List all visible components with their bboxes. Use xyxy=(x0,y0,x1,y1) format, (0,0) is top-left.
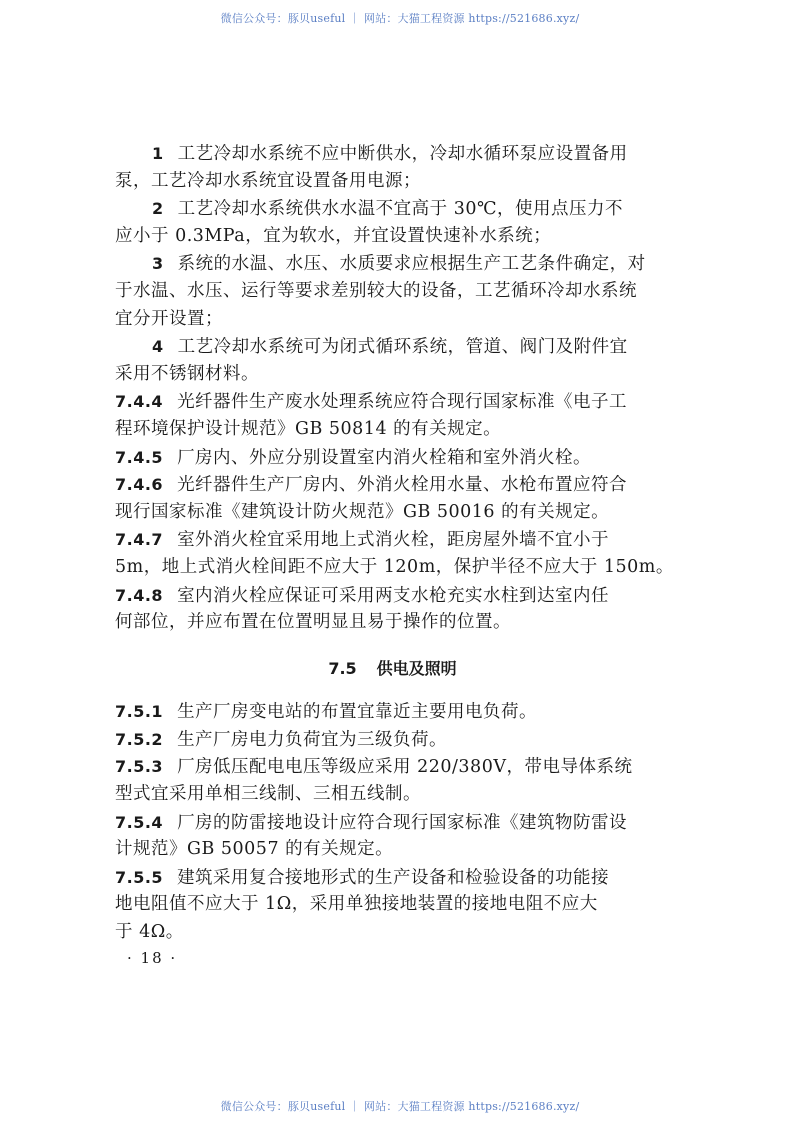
clause-text: 厂房的防雷接地设计应符合现行国家标准《建筑物防雷设 xyxy=(177,812,628,833)
clause-line xyxy=(115,726,670,754)
item-text: 系统的水温、水压、水质要求应根据生产工艺条件确定，对 xyxy=(177,254,646,275)
clause-line: 于 4Ω。 xyxy=(115,922,184,943)
clause-7-5-4 xyxy=(115,809,670,864)
item-line: 于水温、水压、运行等要求差别较大的设备，工艺循环冷却水系统 xyxy=(115,280,637,301)
clause-7-5-2 xyxy=(115,726,670,754)
item-number: 1 xyxy=(152,144,164,163)
clause-number: 7.4.7 xyxy=(115,530,164,550)
clause-7-4-6 xyxy=(115,471,670,526)
clause-7-4-5 xyxy=(115,444,670,472)
clause-text: 厂房低压配电电压等级应采用 220/380V，带电导体系统 xyxy=(177,757,633,778)
item-4 xyxy=(115,333,670,388)
item-1 xyxy=(115,140,670,195)
clause-number: 7.5.5 xyxy=(115,867,164,887)
clause-text: 建筑采用复合接地形式的生产设备和检验设备的功能接 xyxy=(177,867,610,888)
clause-text: 生产厂房电力负荷宜为三级负荷。 xyxy=(177,729,448,750)
item-text: 工艺冷却水系统不应中断供水，冷却水循环泵应设置备用 xyxy=(177,144,628,164)
clause-line: 现行国家标准《建筑设计防火规范》GB 50016 的有关规定。 xyxy=(115,501,610,522)
clause-text: 室内消火栓应保证可采用两支水枪充实水柱到达室内任 xyxy=(177,585,610,606)
clause-line xyxy=(115,809,670,837)
item-line xyxy=(115,333,670,361)
clause-number: 7.5.4 xyxy=(115,812,164,832)
clause-text: 生产厂房变电站的布置宜靠近主要用电负荷。 xyxy=(177,702,538,723)
item-line xyxy=(115,195,670,223)
clause-7-4-8 xyxy=(115,582,670,637)
clause-line xyxy=(115,444,670,472)
clause-line: 型式宜采用单相三线制、三相五线制。 xyxy=(115,784,421,805)
item-number: 3 xyxy=(152,254,164,274)
item-line xyxy=(115,140,670,168)
clause-number: 7.5.1 xyxy=(115,702,164,722)
clause-line: 地电阻值不应大于 1Ω，采用单独接地装置的接地电阻不应大 xyxy=(115,894,598,915)
clause-7-4-7 xyxy=(115,526,674,581)
clause-number: 7.5.2 xyxy=(115,729,164,749)
watermark-top: 微信公众号：豚贝useful ｜ 网站：大猫工程资源 https://521686.xyz/ xyxy=(220,12,580,25)
clause-number: 7.4.8 xyxy=(115,585,164,605)
item-line xyxy=(115,250,670,278)
clause-line xyxy=(115,864,670,892)
item-text: 工艺冷却水系统可为闭式循环系统，管道、阀门及附件宜 xyxy=(177,337,628,358)
item-3 xyxy=(115,250,670,333)
section-number: 7.5 xyxy=(328,658,357,678)
clause-line: 计规范》GB 50057 的有关规定。 xyxy=(115,839,394,860)
clause-line xyxy=(115,753,670,781)
clause-line xyxy=(115,582,670,610)
clause-text: 室外消火栓宜采用地上式消火栓，距房屋外墙不宜小于 xyxy=(177,530,610,551)
clause-number: 7.4.6 xyxy=(115,475,164,495)
item-2 xyxy=(115,195,670,250)
clause-line xyxy=(115,526,670,554)
item-line: 采用不锈钢材料。 xyxy=(115,363,259,384)
watermark-bottom: 微信公众号：豚贝useful ｜ 网站：大猫工程资源 https://521686.xyz/ xyxy=(220,1100,580,1113)
clause-number: 7.5.3 xyxy=(115,757,164,777)
clause-7-5-1 xyxy=(115,698,670,726)
clause-line xyxy=(115,388,670,416)
clause-line: 程环境保护设计规范》GB 50814 的有关规定。 xyxy=(115,418,502,439)
clause-line: 5m，地上式消火栓间距不应大于 120m，保护半径不应大于 150m。 xyxy=(115,556,674,577)
clause-7-4-4 xyxy=(115,388,670,443)
item-line: 宜分开设置； xyxy=(115,308,223,329)
clause-text: 光纤器件生产废水处理系统应符合现行国家标准《电子工 xyxy=(177,392,628,413)
page-number: · 18 · xyxy=(127,948,178,967)
item-number: 2 xyxy=(152,199,164,219)
clause-number: 7.4.5 xyxy=(115,447,164,467)
item-line: 应小于 0.3MPa，宜为软水，并宜设置快速补水系统； xyxy=(115,225,552,246)
clause-line xyxy=(115,471,670,499)
clause-number: 7.4.4 xyxy=(115,392,164,412)
section-heading xyxy=(115,655,670,683)
clause-7-5-3 xyxy=(115,753,670,808)
document-page xyxy=(115,140,674,967)
item-line: 泵，工艺冷却水系统宜设置备用电源； xyxy=(115,170,421,191)
section-title: 供电及照明 xyxy=(376,658,457,678)
item-text: 工艺冷却水系统供水水温不宜高于 30℃，使用点压力不 xyxy=(177,199,624,220)
clause-line xyxy=(115,698,670,726)
clause-7-5-5 xyxy=(115,864,670,947)
clause-text: 光纤器件生产厂房内、外消火栓用水量、水枪布置应符合 xyxy=(177,475,628,496)
item-number: 4 xyxy=(152,337,164,357)
clause-text: 厂房内、外应分别设置室内消火栓箱和室外消火栓。 xyxy=(177,447,592,468)
clause-line: 何部位，并应布置在位置明显且易于操作的位置。 xyxy=(115,612,511,633)
